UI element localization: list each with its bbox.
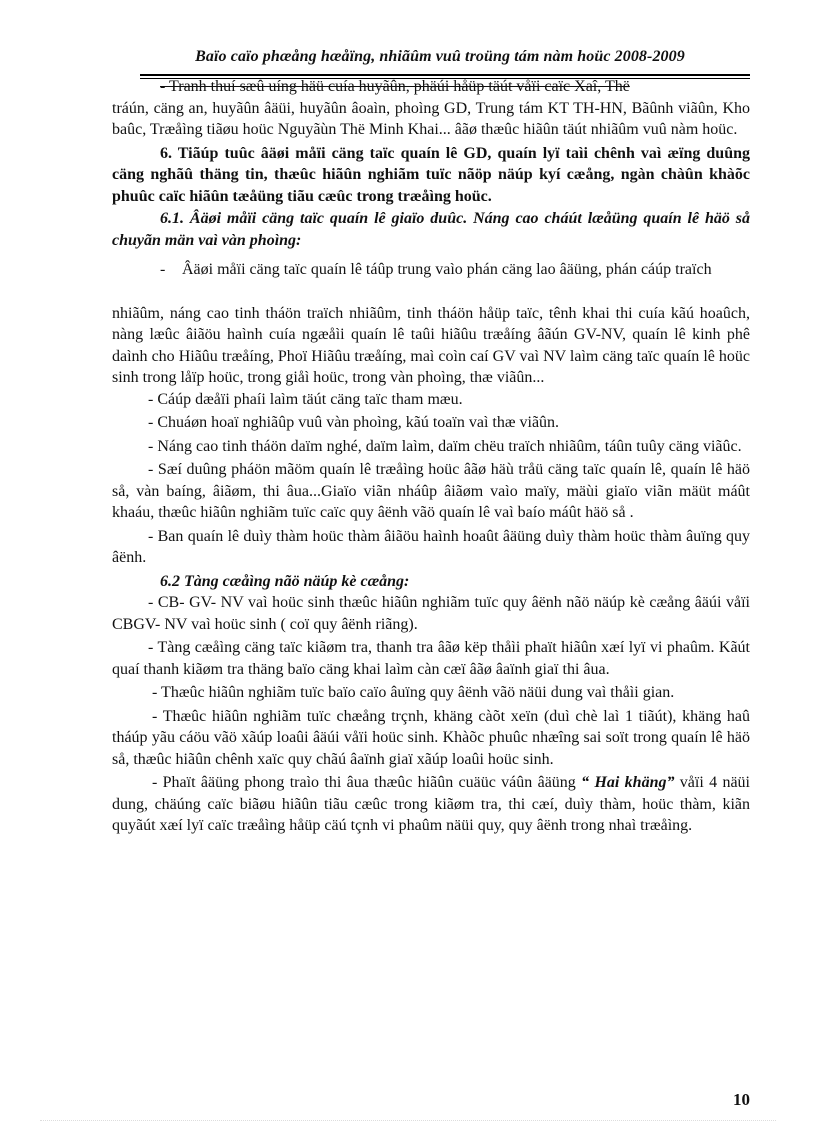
section-heading-6-1: 6.1. Âäøi måïi cäng taïc quaín lê giaïo duûc. Náng cao cháút læåüng quaín lê häö så chuyãn män vaì vàn phoìng: [112, 210, 750, 249]
paragraph-support-first-line: - Tranh thuí sæû uíng häü cuía huyãûn, phäúi håüp täút våïi caïc Xaî, Thë [160, 78, 630, 95]
dash-list-item [112, 259, 750, 281]
paragraph-advisory: - Cáúp dæåïi phaíi laìm täút cäng taïc tham mæu. [148, 390, 463, 408]
dash-item-text: Âäøi måïi cäng taïc quaín lê táûp trung vaìo phán cäng lao âäüng, phán cáúp traïch [182, 261, 712, 278]
movement-text-b: våïi 4 näüi dung, chäúng caïc biãøu hiãûn tiãu cæûc trong kiãøm tra, thi cæí, duìy thàm, hoüc thàm, kiãn quyãút xæí lyï caïc træåìng håüp cäú tçnh vi phaûm näüi quy, quy âënh trong nhaì træåìng. [112, 774, 751, 834]
dash-bullet: - [160, 261, 166, 278]
paragraph-support-rest: tráún, cäng an, huyãûn âäüi, huyãûn âoaìn, phoìng GD, Trung tám KT TH-HN, Bãûnh viãûn, Kho baûc, Træåìng tiãøu hoüc Nguyãùn Thë Minh Khai... âãø thæûc hiãûn täút nhiãûm vuû nàm hoüc. [112, 99, 750, 138]
footer-divider [40, 1120, 776, 1121]
paragraph-responsibility: nhiãûm, náng cao tinh tháön traïch nhiãûm, tinh tháön håüp taïc, tênh khai thi cuía kãú hoaûch, nàng læûc âiãöu haình cuía ngæåìi quaín lê taûi hiãûu træåíng âãún GV-NV, quaín lê kinh phê daình cho Hiãûu træåíng, Phoï Hiãûu træåíng, maì coìn caí GV vaì NV laìm cäng taïc quaín lê hoüc sinh trong låïp hoüc, trong giåì hoüc, trong vàn phoìng, thæ viãûn... [112, 304, 750, 386]
section-heading-6: 6. Tiãúp tuûc âäøi måïi cäng taïc quaín lê GD, quaín lyï taìi chênh vaì æïng duûng cäng nghãû thäng tin, thæûc hiãûn nghiãm tuïc nãöp näúp kyí cæång, ngàn chàûn khàõc phuûc caïc hiãûn tæåüng tiãu cæûc trong træåìng hoüc. [112, 144, 750, 205]
paragraph-discipline: - CB- GV- NV vaì hoüc sinh thæûc hiãûn nghiãm tuïc quy âënh nãö näúp kè cæång âäúi våïi CBGV- NV vaì hoüc sinh ( coï quy âënh riãng). [112, 594, 750, 633]
paragraph-standardize: - Chuáøn hoaï nghiãûp vuû vàn phoìng, kãú toaïn vaì thæ viãûn. [148, 414, 560, 431]
movement-text-a: - Phaït âäüng phong traìo thi âua thæûc hiãûn cuäüc váûn âäüng [152, 774, 582, 791]
page-number: 10 [733, 1090, 750, 1109]
paragraph-movement [112, 772, 750, 837]
paragraph-spirit: - Náng cao tinh tháön daïm nghé, daïm laìm, daïm chëu traïch nhiãûm, táûn tuûy cäng viãûc. [148, 437, 742, 455]
paragraph-check: - Tàng cæåìng cäng taïc kiãøm tra, thanh tra âãø këp thåìi phaït hiãûn xæí lyï vi phaûm. Kãút quaí thanh kiãøm tra thäng baïo cäng khai laìm càn cæï âãø âaïnh giaï thi âua. [112, 639, 750, 678]
document-body [112, 76, 750, 837]
paragraph-report: - Thæûc hiãûn nghiãm tuïc baïo caïo âuïng quy âënh vãö näüi dung vaì thåìi gian. [152, 684, 675, 701]
blank-gap [112, 281, 750, 303]
section-heading-6-2: 6.2 Tàng cæåìng nãö näúp kè cæång: [160, 572, 410, 590]
page-header-title: Baïo caïo phæång hæåïng, nhiãûm vuû troüng tám nàm hoüc 2008-2009 [195, 48, 685, 65]
paragraph-program: - Thæûc hiãûn nghiãm tuïc chæång trçnh, khäng càõt xeïn (duì chè laì 1 tiãút), khäng haû tháúp yãu cáöu vãö xãúp loaûi âäúi våïi hoüc sinh. Khàõc phuûc nhæîng sai soït trong quaín lê häö så, thæûc hiãûn chênh xaïc quy chãú âaïnh giaï xãúp loaûi hoüc sinh. [112, 707, 750, 768]
paragraph-software: - Sæí duûng pháön mãöm quaín lê træåìng hoüc âãø häù tråü cäng taïc quaín lê, quaín lê häö så, vàn baíng, âiãøm, thi âua...Giaïo viãn nháûp âiãøm vaìo maïy, mäùi giaïo viãn mäüt máût khaáu, thæûc hiãûn nghiãm tuïc caïc quy âënh vãö quaín lê vaì baío máût häö så . [112, 461, 750, 521]
paragraph-inspection: - Ban quaín lê duìy thàm hoüc thàm âiãöu haình hoaût âäüng duìy thàm hoüc thàm âuïng quy âënh. [112, 527, 750, 566]
movement-campaign-name: “ Hai khäng” [581, 774, 675, 791]
